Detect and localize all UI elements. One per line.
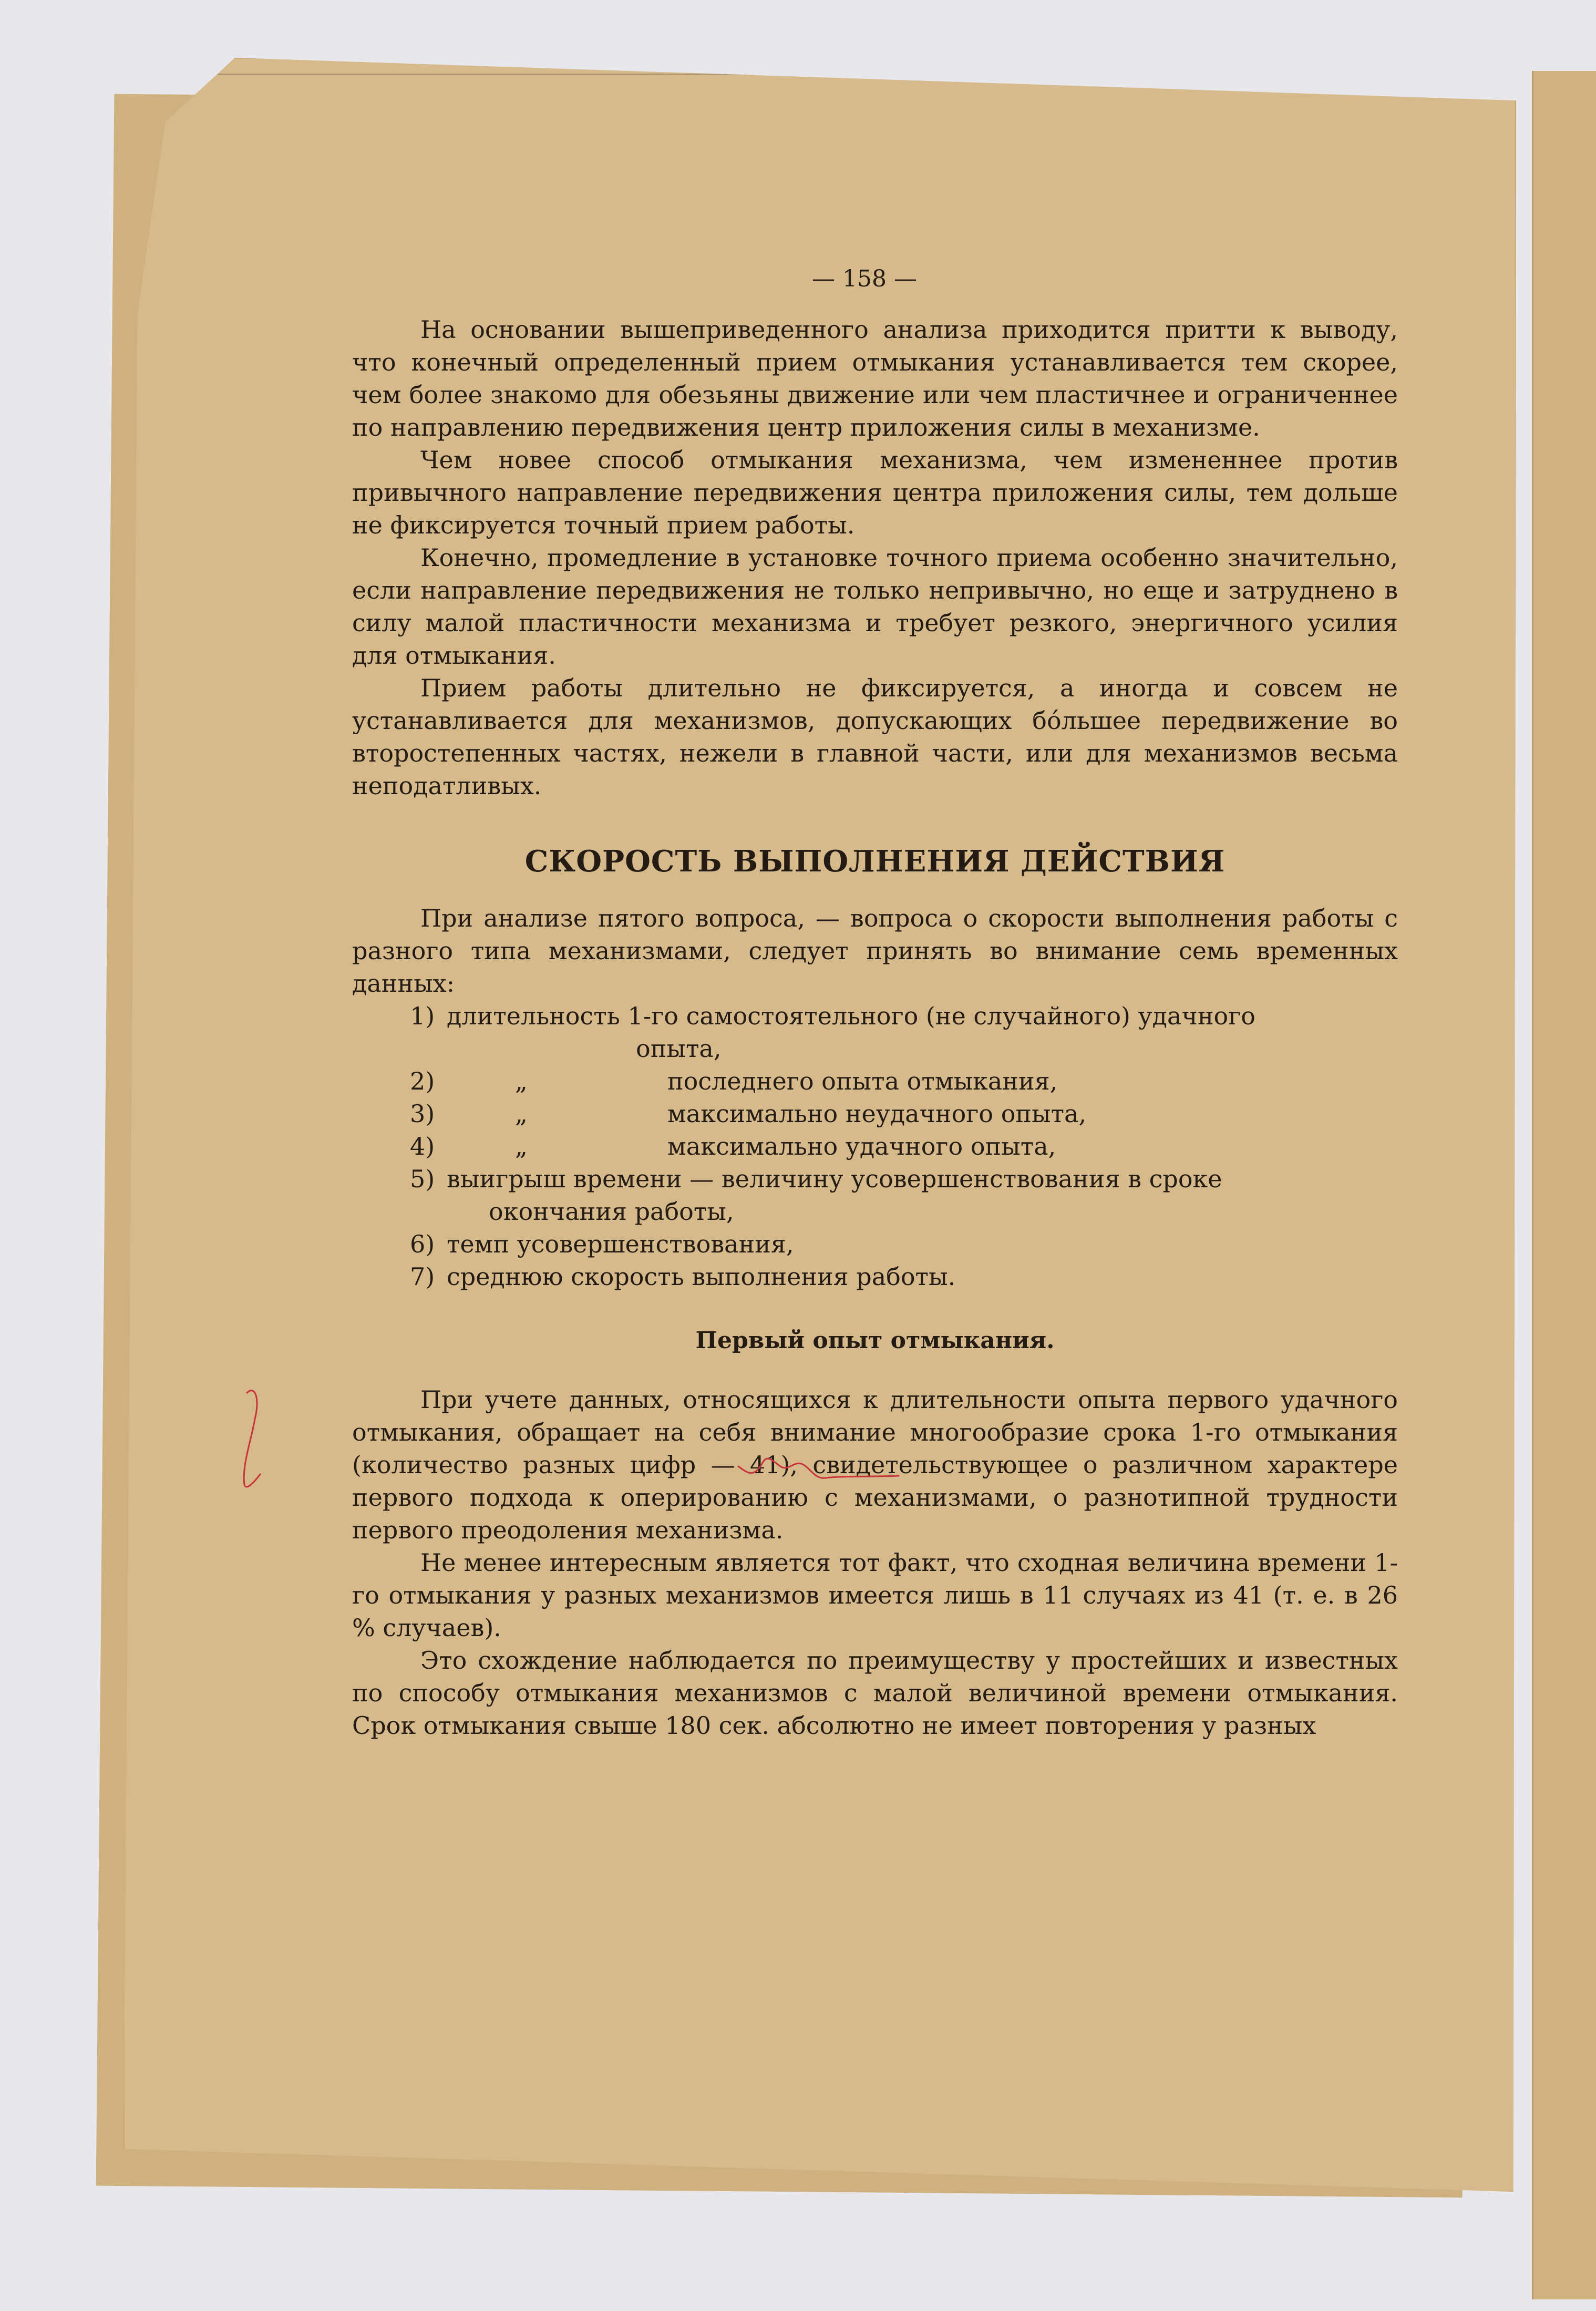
list-number: 3) — [410, 1100, 435, 1128]
list-item — [410, 1097, 1398, 1130]
ditto-mark: „ — [515, 1067, 528, 1095]
list-item — [410, 1065, 1398, 1097]
paragraph: Прием работы длительно не фиксируется, а иногда и совсем не устанавливается для механизмов, допускающих бо́льшее передвижение во второстепенных частях, нежели в главной части, или для механизмов весьма неподатливых. — [352, 674, 1398, 800]
time-data-list — [352, 1000, 1398, 1293]
page-number: — 158 — — [812, 265, 917, 292]
handwritten-margin-mark — [231, 1388, 273, 1493]
paragraph: Не менее интересным является тот факт, что сходная величина времени 1-го отмыкания у разных механизмов имеется лишь в 11 случаях из 41 (т. е. в 26 % случаев). — [352, 1548, 1398, 1642]
list-number: 1) — [410, 1002, 435, 1030]
section-intro: При анализе пятого вопроса, — вопроса о скорости выполнения работы с разного типа механизмами, следует принять во внимание семь временных данных: — [352, 904, 1398, 998]
ditto-mark: „ — [515, 1100, 528, 1128]
list-text: темп усовершенствования, — [447, 1230, 794, 1258]
handwritten-underline-squiggle — [736, 1451, 904, 1482]
page-text — [352, 263, 1398, 1742]
list-item — [410, 1228, 1398, 1260]
subheading: Первый опыт отмыкания. — [695, 1327, 1055, 1354]
list-number: 6) — [410, 1230, 435, 1258]
list-text: максимально неудачного опыта, — [667, 1100, 1087, 1128]
list-item — [410, 1260, 1398, 1293]
list-text-continuation: окончания работы, — [489, 1197, 734, 1226]
list-number: 2) — [410, 1067, 435, 1095]
list-text: последнего опыта отмыкания, — [667, 1067, 1058, 1095]
list-text-continuation: опыта, — [636, 1034, 722, 1063]
list-number: 4) — [410, 1132, 435, 1160]
paragraph: На основании вышеприведенного анализа приходится притти к выводу, что конечный определенный прием отмыкания устанавливается тем скорее, чем более знакомо для обезьяны движение или чем пластичнее и ограниченнее по направлению передвижения центр приложения силы в механизме. — [352, 315, 1398, 441]
list-text: среднюю скорость выполнения работы. — [447, 1262, 956, 1291]
list-number: 5) — [410, 1165, 435, 1193]
list-text: максимально удачного опыта, — [667, 1132, 1056, 1160]
ditto-mark: „ — [515, 1132, 528, 1160]
list-text: длительность 1-го самостоятельного (не случайного) удачного — [447, 1002, 1255, 1030]
paragraph: Чем новее способ отмыкания механизма, чем измененнее против привычного направление передвижения центра приложения силы, тем дольше не фиксируется точный прием работы. — [352, 446, 1398, 539]
paragraph: Это схождение наблюдается по преимуществу у простейших и известных по способу отмыкания механизмов с малой величиной времени отмыкания. Срок отмыкания свыше 180 сек. абсолютно не имеет повторения у разных — [352, 1646, 1398, 1740]
list-item — [410, 1163, 1398, 1228]
list-text: выигрыш времени — величину усовершенствования в сроке — [447, 1165, 1222, 1193]
list-item — [410, 1130, 1398, 1163]
paragraph: При учете данных, относящихся к длительности опыта первого удачного отмыкания, обращает на себя внимание многообразие срока 1-го отмыкания (количество разных цифр — 41), свидетельствующее о различном характере первого подхода к оперированию с механизмами, о разнотипной трудности первого преодоления механизма. — [352, 1385, 1398, 1544]
adjacent-page-edge — [1532, 71, 1596, 2299]
list-item — [410, 1000, 1398, 1065]
paragraph: Конечно, промедление в установке точного приема особенно значительно, если направление передвижения не только непривычно, но еще и затруднено в силу малой пластичности механизма и требует резкого, энергичного усилия для отмыкания. — [352, 543, 1398, 670]
section-heading: СКОРОСТЬ ВЫПОЛНЕНИЯ ДЕЙСТВИЯ — [524, 844, 1226, 879]
list-number: 7) — [410, 1262, 435, 1291]
